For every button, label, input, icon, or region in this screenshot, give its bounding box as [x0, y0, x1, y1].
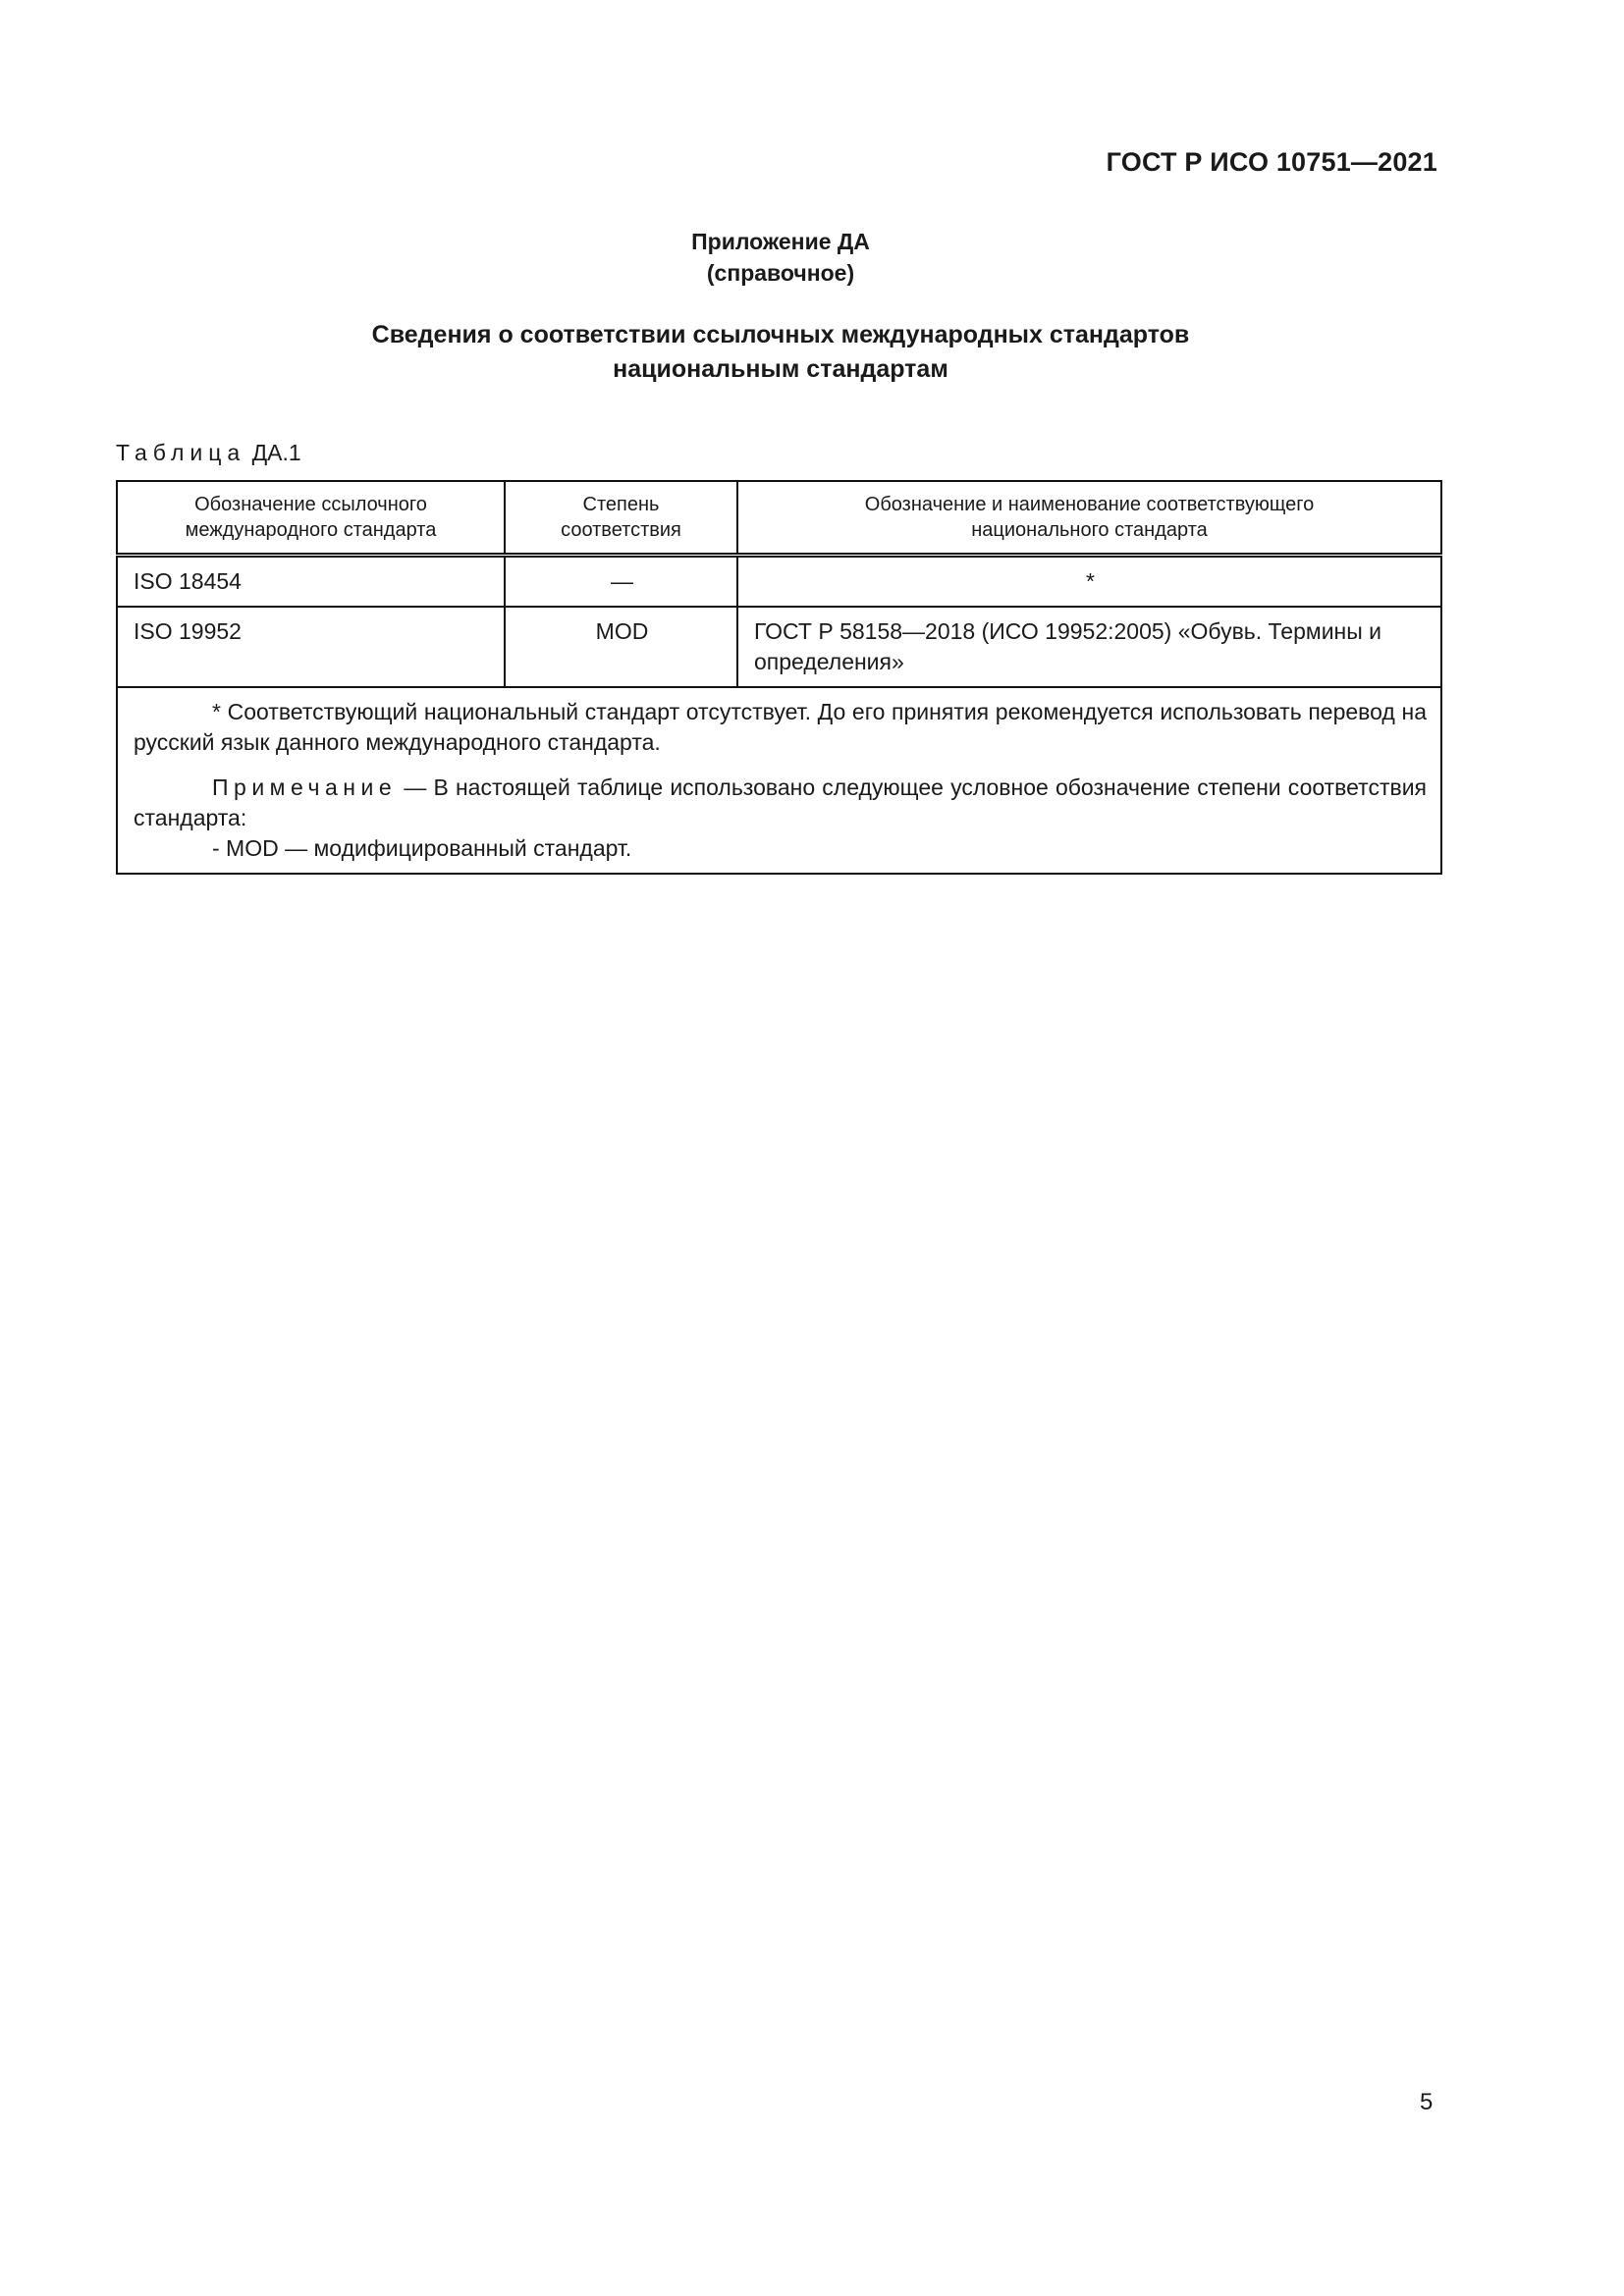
cell-designation: ISO 19952 [117, 607, 505, 687]
page-number: 5 [1420, 2089, 1434, 2115]
appendix-title: Приложение ДА [691, 229, 870, 254]
table-row [117, 607, 1441, 687]
note-item: - MOD — модифицированный стандарт. [212, 835, 632, 861]
appendix-subtitle: (справочное) [706, 260, 855, 286]
table-note [134, 773, 1427, 833]
header-national-line1: Обозначение и наименование соответствующего [864, 494, 1315, 515]
cell-national: * [737, 556, 1441, 608]
section-heading [0, 318, 1561, 387]
table-row [117, 556, 1441, 608]
header-designation-line1: Обозначение ссылочного [194, 494, 427, 515]
table-label-number: ДА.1 [251, 440, 301, 465]
table-footnote: * Соответствующий национальный стандарт отсутствует. До его принятия рекомендуется использовать перевод на русский язык данного международного стандарта. [134, 699, 1427, 755]
header-designation-line2: международного стандарта [185, 519, 437, 541]
cell-designation: ISO 18454 [117, 556, 505, 608]
section-heading-line1: Сведения о соответствии ссылочных международных стандартов [371, 321, 1190, 348]
note-label: Примечание [212, 774, 398, 800]
note-text: — В настоящей таблице использовано следующее условное обозначение степени соответствия стандарта: [134, 774, 1427, 830]
header-degree-line1: Степень [582, 494, 660, 515]
table-label [116, 440, 301, 466]
cell-degree: MOD [505, 607, 737, 687]
table-header-row [117, 481, 1441, 556]
cell-degree: — [505, 556, 737, 608]
header-national-line2: национального стандарта [971, 519, 1208, 541]
header-degree [505, 481, 737, 556]
table-notes [117, 687, 1441, 874]
table-notes-row [117, 687, 1441, 874]
cell-national: ГОСТ Р 58158—2018 (ИСО 19952:2005) «Обувь. Термины и определения» [737, 607, 1441, 687]
header-degree-line2: соответствия [561, 519, 681, 541]
document-code: ГОСТ Р ИСО 10751—2021 [1106, 147, 1437, 177]
table-label-word: Таблица [116, 440, 246, 465]
correspondence-table [116, 480, 1442, 875]
header-designation [117, 481, 505, 556]
appendix-title-block [0, 226, 1561, 289]
section-heading-line2: национальным стандартам [613, 355, 948, 383]
header-national [737, 481, 1441, 556]
